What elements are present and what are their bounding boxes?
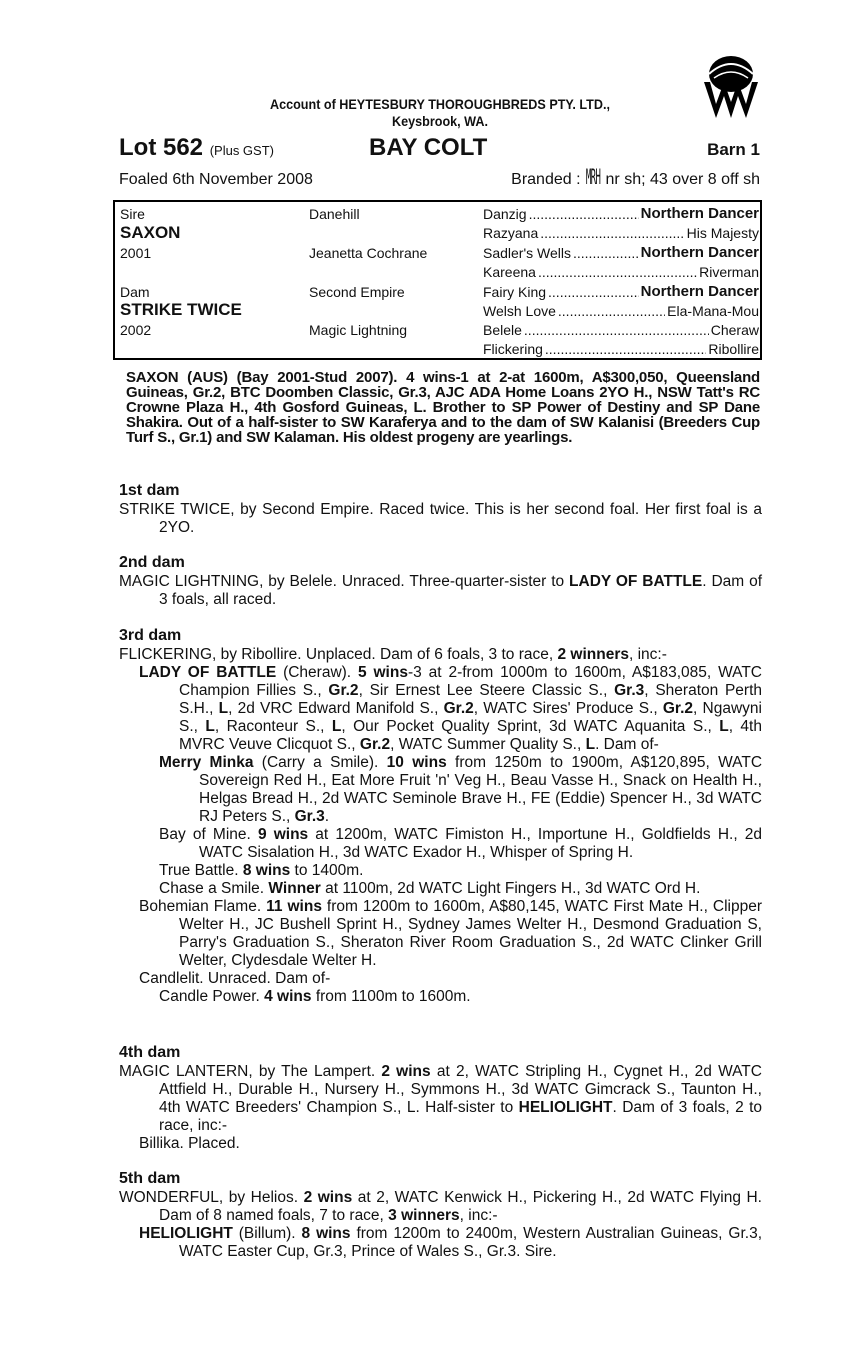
- fifth-dam-section: [119, 1170, 762, 1261]
- fourth-dam-section: [119, 1044, 762, 1153]
- progeny-entry: Chase a Smile. Winner at 1100m, 2d WATC Light Fingers H., 3d WATC Ord H.: [159, 880, 701, 897]
- ancestor-left: Sadler's Wells: [483, 245, 571, 261]
- ancestor-right: Ela-Mana-Mou: [667, 303, 759, 319]
- barn-number: Barn 1: [707, 140, 760, 159]
- ancestor-row: [483, 303, 759, 319]
- ancestor-row: [483, 206, 759, 222]
- ancestor-right: Northern Dancer: [640, 284, 759, 300]
- dam-dam: Magic Lightning: [309, 322, 408, 338]
- branded-prefix: Branded :: [511, 171, 581, 188]
- progeny-entry: LADY OF BATTLE (Cheraw). 5 wins-3 at 2-from 1000m to 1600m, A$183,085, WATC Champion Fillies S., Gr.2, Sir Ernest Lee Steere Classic S., Gr.3, Sheraton Perth S.H., L, 2d VRC Edward Manifold S., Gr.2, WATC Sires' Produce S., Gr.2, Ngawyni S., L, Raconteur S., L, Our Pocket Quality Sprint, 3d WATC Aquanita S., L, 4th MVRC Veuve Clicquot S., Gr.2, WATC Summer Quality S., L. Dam of-: [139, 664, 763, 753]
- branded-info: [470, 164, 760, 190]
- ancestor-row: [483, 284, 759, 300]
- brand-mark: MRH: [585, 164, 601, 190]
- section-heading: 4th dam: [119, 1044, 181, 1061]
- horse-title: BAY COLT: [369, 134, 488, 161]
- progeny-entry: Bay of Mine. 9 wins at 1200m, WATC Fimiston H., Importune H., Goldfields H., 2d WATC Sisalation H., 3d WATC Exador H., Whisper of Spring H.: [159, 826, 762, 861]
- progeny-entry: Billika. Placed.: [139, 1135, 240, 1152]
- ancestor-right: Ribollire: [708, 341, 759, 357]
- ancestor-left: Flickering: [483, 341, 543, 357]
- foaled-date: Foaled 6th November 2008: [119, 171, 313, 188]
- ancestor-row: [483, 322, 759, 338]
- progeny-entry: Candlelit. Unraced. Dam of-: [139, 970, 331, 987]
- ancestor-left: Fairy King: [483, 284, 547, 300]
- pedigree-table: [113, 200, 762, 360]
- ancestor-row: [483, 341, 759, 357]
- dam-entry: MAGIC LIGHTNING, by Belele. Unraced. Three-quarter-sister to LADY OF BATTLE. Dam of 3 foals, all raced.: [119, 573, 762, 608]
- ancestor-right: Riverman: [699, 264, 759, 280]
- second-dam-section: [119, 554, 762, 609]
- sire-year: 2001: [120, 245, 152, 261]
- ancestor-left: Danzig: [483, 206, 527, 222]
- ancestor-right: His Majesty: [686, 225, 759, 241]
- sire-description: SAXON (AUS) (Bay 2001-Stud 2007). 4 wins-1 at 2-at 1600m, A$300,050, Queensland Guineas, Gr.2, BTC Doomben Classic, Gr.3, AJC ADA Home Loans 2YO H., NSW Tatt's RC Crowne Plaza H., 4th Gosford Guineas, L. Brother to SP Power of Destiny and SP Dane Shakira. Out of a half-sister to SW Karaferya and to the dam of SW Kalanisi (Breeders Cup Turf S., Gr.1) and SW Kalaman. His oldest progeny are yearlings.: [126, 369, 760, 446]
- progeny-entry: Candle Power. 4 wins from 1100m to 1600m.: [159, 988, 471, 1005]
- section-heading: 5th dam: [119, 1170, 181, 1187]
- sire-name: SAXON: [120, 223, 181, 242]
- sire-label: Sire: [120, 206, 145, 222]
- progeny-entry: Bohemian Flame. 11 wins from 1200m to 1600m, A$80,145, WATC First Mate H., Clipper Welter H., JC Bushell Sprint H., Sydney James Welter H., Desmond Graduation S, Parry's Graduation S., Sheraton River Room Graduation S., 2d WATC Clinker Grill Welter, Clydesdale Welter H.: [139, 898, 762, 969]
- progeny-entry: True Battle. 8 wins to 1400m.: [159, 862, 364, 879]
- ancestor-left: Belele: [483, 322, 522, 338]
- ancestor-row: [483, 225, 759, 241]
- dam-year: 2002: [120, 322, 152, 338]
- account-line-2: Keysbrook, WA.: [392, 113, 488, 129]
- ancestor-right: Cheraw: [710, 322, 759, 338]
- ancestor-left: Kareena: [483, 264, 536, 280]
- progeny-entry: Merry Minka (Carry a Smile). 10 wins from 1250m to 1900m, A$120,895, WATC Sovereign Red H., Eat More Fruit 'n' Veg H., Beau Vasse H., Snack on Health H., Helgas Bread H., 2d WATC Seminole Brave H., FE (Eddie) Spencer H., 3d WATC RJ Peters S., Gr.3.: [159, 754, 763, 825]
- branded-suffix: nr sh; 43 over 8 off sh: [605, 171, 760, 188]
- section-heading: 3rd dam: [119, 627, 182, 644]
- ancestor-row: [483, 264, 759, 280]
- dam-label: Dam: [120, 284, 150, 300]
- ancestor-right: Northern Dancer: [640, 245, 759, 261]
- dam-entry: WONDERFUL, by Helios. 2 wins at 2, WATC Kenwick H., Pickering H., 2d WATC Flying H. Dam of 8 named foals, 7 to race, 3 winners, inc:-: [119, 1189, 762, 1224]
- sire-dam: Jeanetta Cochrane: [309, 245, 428, 261]
- ancestor-left: Razyana: [483, 225, 539, 241]
- lot-label: Lot 562: [119, 134, 204, 161]
- ancestor-right: Northern Dancer: [640, 206, 759, 222]
- lot-number: [119, 134, 274, 162]
- section-heading: 2nd dam: [119, 554, 185, 571]
- dam-entry: STRIKE TWICE, by Second Empire. Raced twice. This is her second foal. Her first foal is a 2YO.: [119, 501, 762, 536]
- gst-note: (Plus GST): [209, 143, 274, 158]
- account-line-1: Account of HEYTESBURY THOROUGHBREDS PTY. LTD.,: [269, 96, 610, 112]
- dam-name: STRIKE TWICE: [120, 300, 242, 319]
- sire-sire: Danehill: [309, 206, 360, 222]
- first-dam-section: [119, 482, 762, 537]
- ancestor-row: [483, 245, 759, 261]
- section-heading: 1st dam: [119, 482, 180, 499]
- consignor-account: [152, 96, 728, 130]
- third-dam-section: [119, 627, 762, 1006]
- ancestor-left: Welsh Love: [483, 303, 556, 319]
- dam-sire: Second Empire: [309, 284, 405, 300]
- progeny-entry: HELIOLIGHT (Billum). 8 wins from 1200m to 2400m, Western Australian Guineas, Gr.3, WATC Easter Cup, Gr.3, Prince of Wales S., Gr.3. Sire.: [139, 1225, 762, 1260]
- dam-entry: MAGIC LANTERN, by The Lampert. 2 wins at 2, WATC Stripling H., Cygnet H., 2d WATC Attfield H., Durable H., Nursery H., Symmons H., 3d WATC Gimcrack S., Taunton H., 4th WATC Breeders' Champion S., L. Half-sister to HELIOLIGHT. Dam of 3 foals, 2 to race, inc:-: [119, 1063, 763, 1134]
- dam-entry: FLICKERING, by Ribollire. Unplaced. Dam of 6 foals, 3 to race, 2 winners, inc:-: [119, 646, 667, 663]
